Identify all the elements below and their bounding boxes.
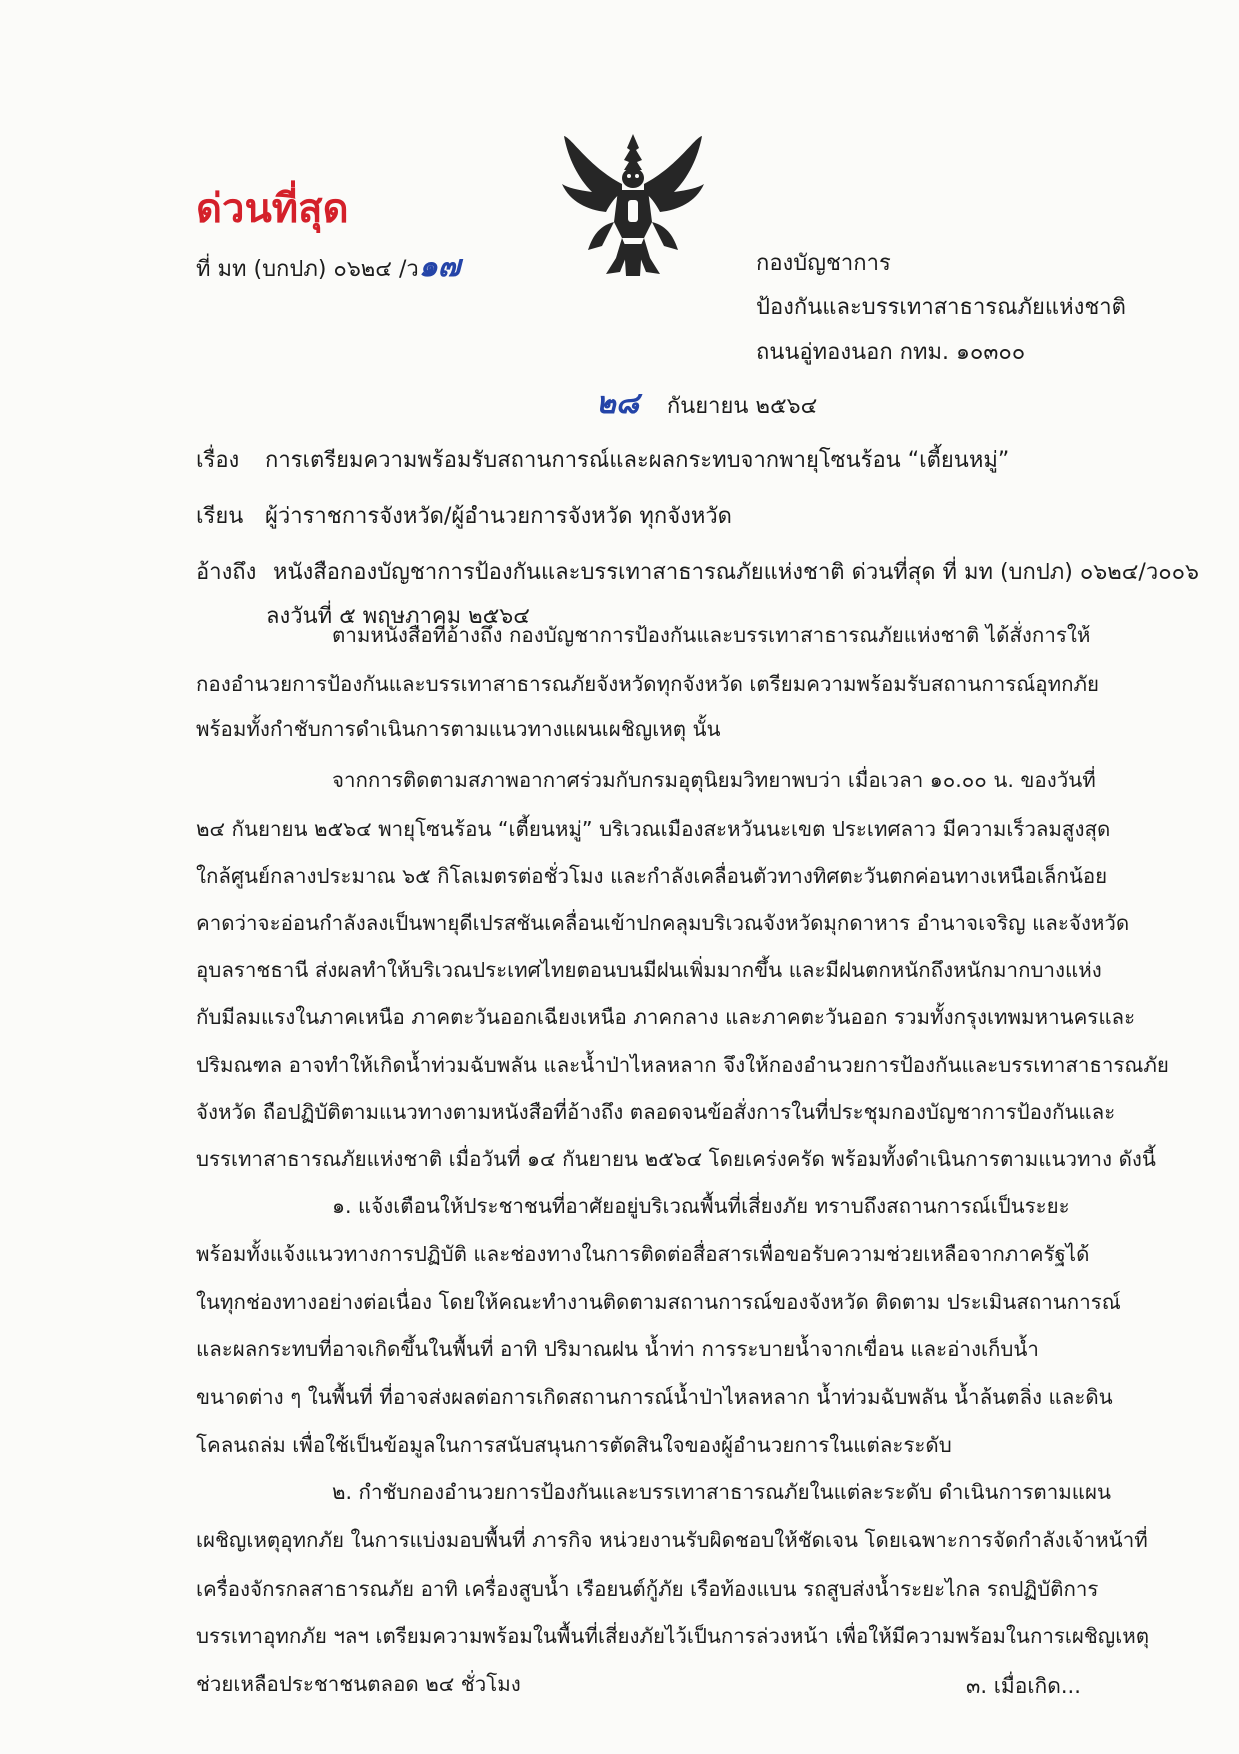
- recipient-row: [196, 498, 732, 533]
- body-line: ๑. แจ้งเตือนให้ประชาชนที่อาศัยอยู่บริเวณพื้นที่เสี่ยงภัย ทราบถึงสถานการณ์เป็นระยะ: [332, 1194, 1070, 1218]
- sender-line-3: ถนนอู่ทองนอก กทม. ๑๐๓๐๐: [756, 340, 1026, 365]
- sender-line-2: ป้องกันและบรรเทาสาธารณภัยแห่งชาติ: [756, 295, 1126, 320]
- subject-text: การเตรียมความพร้อมรับสถานการณ์และผลกระทบจากพายุโซนร้อน “เตี้ยนหมู่”: [265, 448, 1010, 473]
- body-line: และผลกระทบที่อาจเกิดขึ้นในพื้นที่ อาทิ ปริมาณฝน น้ำท่า การระบายน้ำจากเขื่อน และอ่างเก็บน้ำ: [196, 1337, 1039, 1361]
- document-number-prefix: ที่ มท (บกปภ) ๐๖๒๔ /ว: [196, 257, 419, 282]
- body-line: จังหวัด ถือปฏิบัติตามแนวทางตามหนังสือที่อ้างถึง ตลอดจนข้อสั่งการในที่ประชุมกองบัญชาการป้องกันและ: [196, 1100, 1116, 1124]
- body-line: พร้อมทั้งแจ้งแนวทางการปฏิบัติ และช่องทางในการติดต่อสื่อสารเพื่อขอรับความช่วยเหลือจากภาครัฐได้: [196, 1242, 1090, 1266]
- sender-line-1: กองบัญชาการ: [756, 251, 891, 276]
- reference-row: [196, 554, 1199, 589]
- subject-label: เรื่อง: [196, 448, 240, 473]
- body-line: บรรเทาอุทกภัย ฯลฯ เตรียมความพร้อมในพื้นที่เสี่ยงภัยไว้เป็นการล่วงหน้า เพื่อให้มีความพร้อมในการเผชิญเหตุ: [196, 1624, 1150, 1648]
- body-line: ในทุกช่องทางอย่างต่อเนื่อง โดยให้คณะทำงานติดตามสถานการณ์ของจังหวัด ติดตาม ประเมินสถานการณ์: [196, 1290, 1121, 1314]
- garuda-emblem-icon: [558, 126, 708, 286]
- body-line: โคลนถล่ม เพื่อใช้เป็นข้อมูลในการสนับสนุนการตัดสินใจของผู้อำนวยการในแต่ละระดับ: [196, 1433, 952, 1457]
- body-line: ปริมณฑล อาจทำให้เกิดน้ำท่วมฉับพลัน และน้ำป่าไหลหลาก จึงให้กองอำนวยการป้องกันและบรรเทาสาธารณภัย: [196, 1053, 1169, 1077]
- body-line: พร้อมทั้งกำชับการดำเนินการตามแนวทางแผนเผชิญเหตุ นั้น: [196, 717, 721, 741]
- reference-line-1: หนังสือกองบัญชาการป้องกันและบรรเทาสาธารณภัยแห่งชาติ ด่วนที่สุด ที่ มท (บกปภ) ๐๖๒๔/ว๐๐๖: [273, 560, 1200, 585]
- continuation-note: ๓. เมื่อเกิด...: [966, 1674, 1081, 1698]
- body-line: ช่วยเหลือประชาชนตลอด ๒๔ ชั่วโมง: [196, 1672, 521, 1696]
- body-line: ขนาดต่าง ๆ ในพื้นที่ ที่อาจส่งผลต่อการเกิดสถานการณ์น้ำป่าไหลหลาก น้ำท่วมฉับพลัน น้ำล้นตลิ่ง และดิน: [196, 1385, 1113, 1409]
- document-number-handwritten: ๑๗: [418, 249, 461, 284]
- recipient-text: ผู้ว่าราชการจังหวัด/ผู้อำนวยการจังหวัด ทุกจังหวัด: [265, 504, 732, 529]
- date-month-year: กันยายน ๒๕๖๔: [666, 394, 818, 419]
- body-line: ๒๔ กันยายน ๒๕๖๔ พายุโซนร้อน “เตี้ยนหมู่” บริเวณเมืองสะหวันนะเขต ประเทศลาว มีความเร็วลมสูงสุด: [196, 817, 1111, 841]
- body-line: จากการติดตามสภาพอากาศร่วมกับกรมอุตุนิยมวิทยาพบว่า เมื่อเวลา ๑๐.๐๐ น. ของวันที่: [332, 768, 1096, 792]
- subject-row: [196, 442, 1009, 477]
- document-number: [196, 243, 460, 290]
- body-line: ๒. กำชับกองอำนวยการป้องกันและบรรเทาสาธารณภัยในแต่ละระดับ ดำเนินการตามแผน: [332, 1480, 1111, 1504]
- reference-label: อ้างถึง: [196, 560, 257, 585]
- body-line: คาดว่าจะอ่อนกำลังลงเป็นพายุดีเปรสชันเคลื่อนเข้าปกคลุมบริเวณจังหวัดมุกดาหาร อำนาจเจริญ และจังหวัด: [196, 911, 1130, 935]
- reference-line-2: ลงวันที่ ๕ พฤษภาคม ๒๕๖๔: [266, 604, 530, 629]
- body-line: เครื่องจักรกลสาธารณภัย อาทิ เครื่องสูบน้ำ เรือยนต์กู้ภัย เรือท้องแบน รถสูบส่งน้ำระยะไกล รถปฏิบัติการ: [196, 1577, 1099, 1601]
- body-line: อุบลราชธานี ส่งผลทำให้บริเวณประเทศไทยตอนบนมีฝนเพิ่มมากขึ้น และมีฝนตกหนักถึงหนักมากบางแห่ง: [196, 958, 1102, 982]
- body-line: กับมีลมแรงในภาคเหนือ ภาคตะวันออกเฉียงเหนือ ภาคกลาง และภาคตะวันออก รวมทั้งกรุงเทพมหานครและ: [196, 1005, 1136, 1029]
- recipient-label: เรียน: [196, 504, 244, 529]
- body-line: กองอำนวยการป้องกันและบรรเทาสาธารณภัยจังหวัดทุกจังหวัด เตรียมความพร้อมรับสถานการณ์อุทกภัย: [196, 672, 1100, 696]
- body-line: บรรเทาสาธารณภัยแห่งชาติ เมื่อวันที่ ๑๔ กันยายน ๒๕๖๔ โดยเคร่งครัด พร้อมทั้งดำเนินการตามแนวทาง ดังนี้: [196, 1147, 1156, 1171]
- body-line: ใกล้ศูนย์กลางประมาณ ๖๕ กิโลเมตรต่อชั่วโมง และกำลังเคลื่อนตัวทางทิศตะวันตกค่อนทางเหนือเล็กน้อย: [196, 864, 1108, 888]
- urgency-label: ด่วนที่สุด: [196, 186, 349, 232]
- document-date: [596, 380, 817, 427]
- body-line: ตามหนังสือที่อ้างถึง กองบัญชาการป้องกันและบรรเทาสาธารณภัยแห่งชาติ ได้สั่งการให้: [332, 623, 1091, 647]
- body-line: เผชิญเหตุอุทกภัย ในการแบ่งมอบพื้นที่ ภารกิจ หน่วยงานรับผิดชอบให้ชัดเจน โดยเฉพาะการจัดกำลังเจ้าหน้าที่: [196, 1528, 1148, 1552]
- date-day-handwritten: ๒๘: [596, 386, 639, 421]
